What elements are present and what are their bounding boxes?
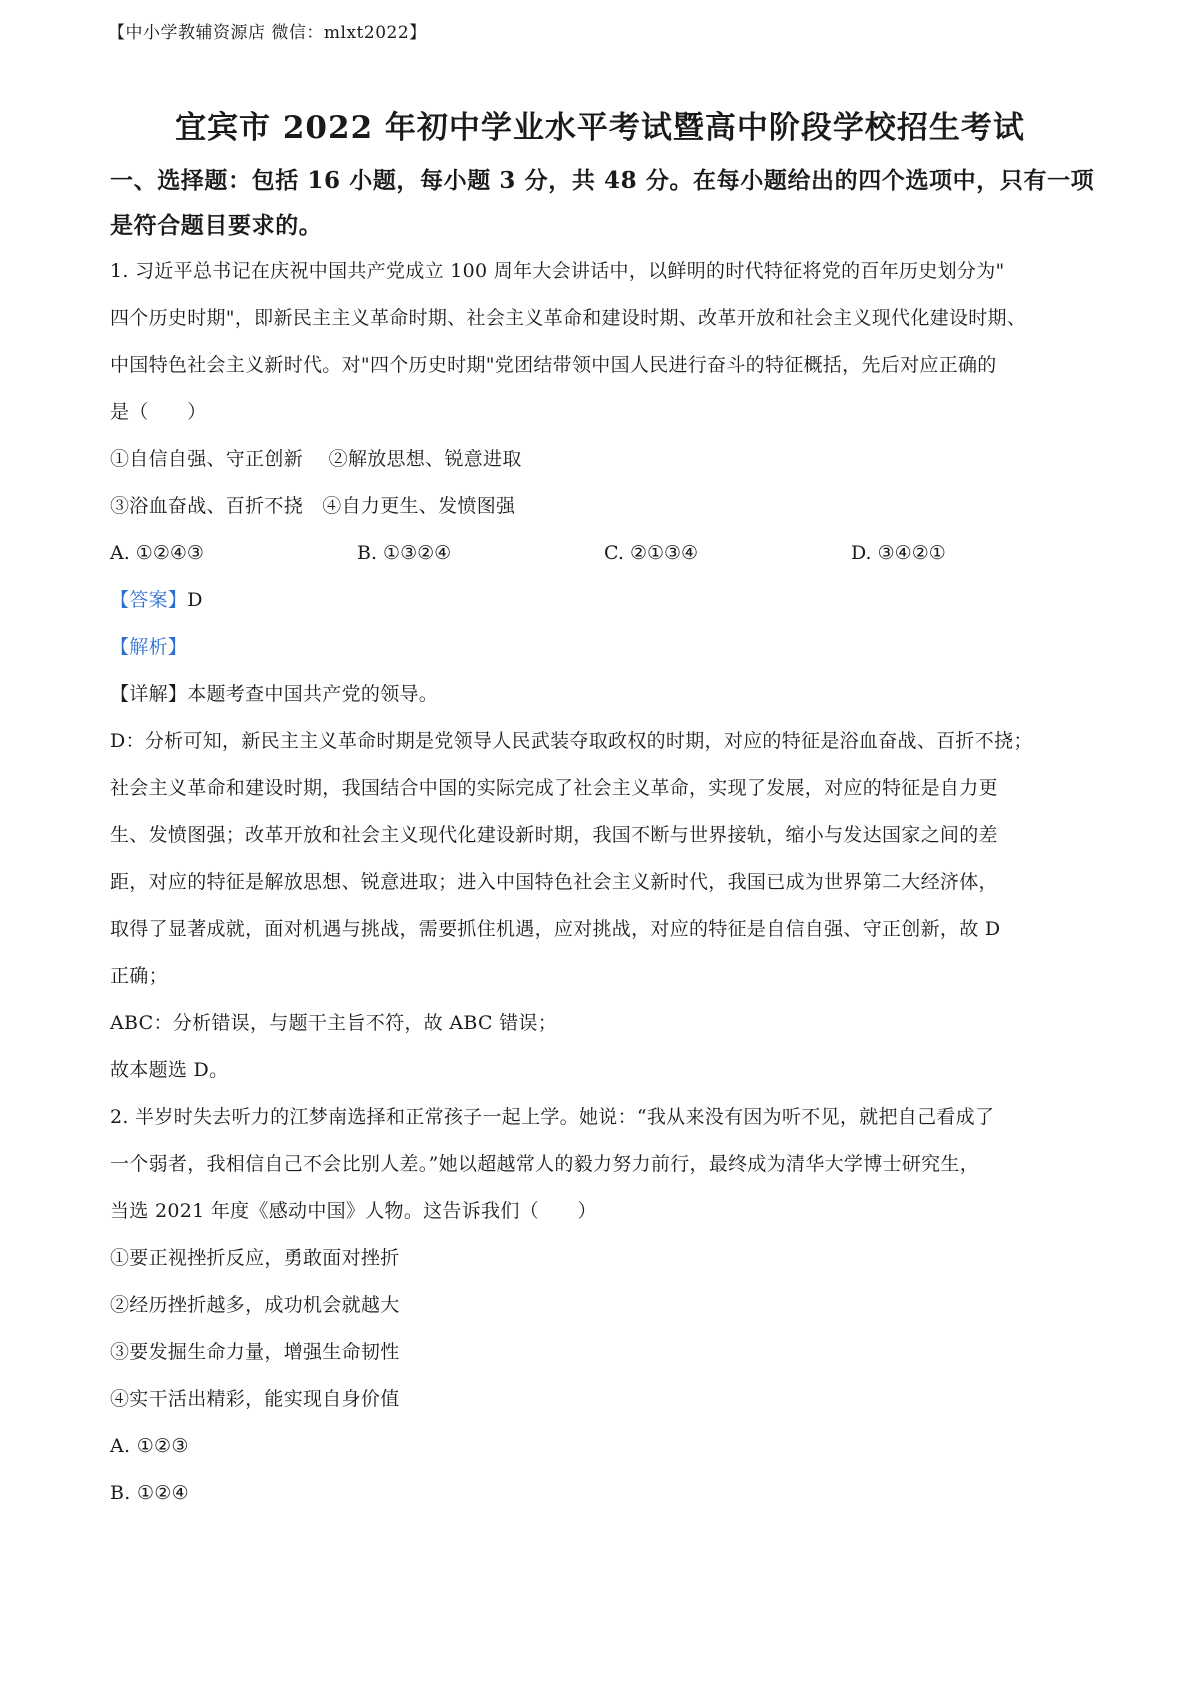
statement-item: ③要发掘生命力量，增强生命韧性 [110, 1341, 400, 1363]
option-d: D. ③④②① [851, 542, 946, 564]
explanation-line: 距，对应的特征是解放思想、锐意进取；进入中国特色社会主义新时代，我国已成为世界第二大经济体， [110, 871, 998, 893]
option-a: A. ①②③ [110, 1435, 189, 1457]
question-text-line: 一个弱者，我相信自己不会比别人差。”她以超越常人的毅力努力前行，最终成为清华大学博士研究生， [110, 1153, 980, 1175]
answer-tag: 【答案】 [110, 589, 188, 611]
document-body [110, 158, 1100, 1517]
answer-options [110, 530, 1100, 577]
answer-line [110, 577, 1100, 624]
explanation-line: 正确； [110, 965, 168, 987]
question-text-line: 是（ ） [110, 401, 207, 423]
statement-item: ①自信自强、守正创新 ②解放思想、锐意进取 [110, 448, 522, 470]
explanation-line: 取得了显著成就，面对机遇与挑战，需要抓住机遇，应对挑战，对应的特征是自信自强、守正创新，故 D [110, 918, 1001, 940]
option-b: B. ①③②④ [357, 542, 452, 564]
explanation-line: 【详解】本题考查中国共产党的领导。 [110, 683, 439, 705]
question-text-line: 中国特色社会主义新时代。对"四个历史时期"党团结带领中国人民进行奋斗的特征概括，先后对应正确的 [110, 354, 997, 376]
statement-item: ①要正视挫折反应，勇敢面对挫折 [110, 1247, 400, 1269]
option-c: C. ②①③④ [604, 542, 699, 564]
header-note: 【中小学教辅资源店 微信：mlxt2022】 [108, 23, 427, 43]
question-1 [110, 248, 1100, 1094]
explanation-line: 故本题选 D。 [110, 1059, 229, 1081]
option-a: A. ①②④③ [110, 542, 204, 564]
question-text-line: 2. 半岁时失去听力的江梦南选择和正常孩子一起上学。她说：“我从来没有因为听不见，就把自己看成了 [110, 1106, 995, 1128]
answer-value: D [187, 589, 203, 611]
explanation-line: D：分析可知，新民主主义革命时期是党领导人民武装夺取政权的时期，对应的特征是浴血奋战、百折不挠； [110, 730, 1033, 752]
question-text-line: 当选 2021 年度《感动中国》人物。这告诉我们（ ） [110, 1200, 597, 1222]
section-heading: 一、选择题：包括 16 小题，每小题 3 分，共 48 分。在每小题给出的四个选项中，只有一项 [110, 167, 1095, 194]
question-text-line: 1. 习近平总书记在庆祝中国共产党成立 100 周年大会讲话中，以鲜明的时代特征将党的百年历史划分为" [110, 260, 1005, 282]
statement-item: ②经历挫折越多，成功机会就越大 [110, 1294, 400, 1316]
analysis-line [110, 624, 1100, 671]
option-b: B. ①②④ [110, 1482, 189, 1504]
statement-item: ③浴血奋战、百折不挠 ④自力更生、发愤图强 [110, 495, 516, 517]
explanation-line: 生、发愤图强；改革开放和社会主义现代化建设新时期，我国不断与世界接轨，缩小与发达国家之间的差 [110, 824, 998, 846]
section-heading-cont: 是符合题目要求的。 [110, 212, 323, 239]
statement-item: ④实干活出精彩，能实现自身价值 [110, 1388, 400, 1410]
page-title: 宜宾市 2022 年初中学业水平考试暨高中阶段学校招生考试 [175, 110, 1025, 146]
explanation-line: 社会主义革命和建设时期，我国结合中国的实际完成了社会主义革命，实现了发展，对应的特征是自力更 [110, 777, 998, 799]
question-2 [110, 1094, 1100, 1517]
question-text-line: 四个历史时期"，即新民主主义革命时期、社会主义革命和建设时期、改革开放和社会主义现代化建设时期、 [110, 307, 1027, 329]
analysis-tag: 【解析】 [110, 636, 188, 658]
explanation-line: ABC：分析错误，与题干主旨不符，故 ABC 错误； [110, 1012, 558, 1034]
